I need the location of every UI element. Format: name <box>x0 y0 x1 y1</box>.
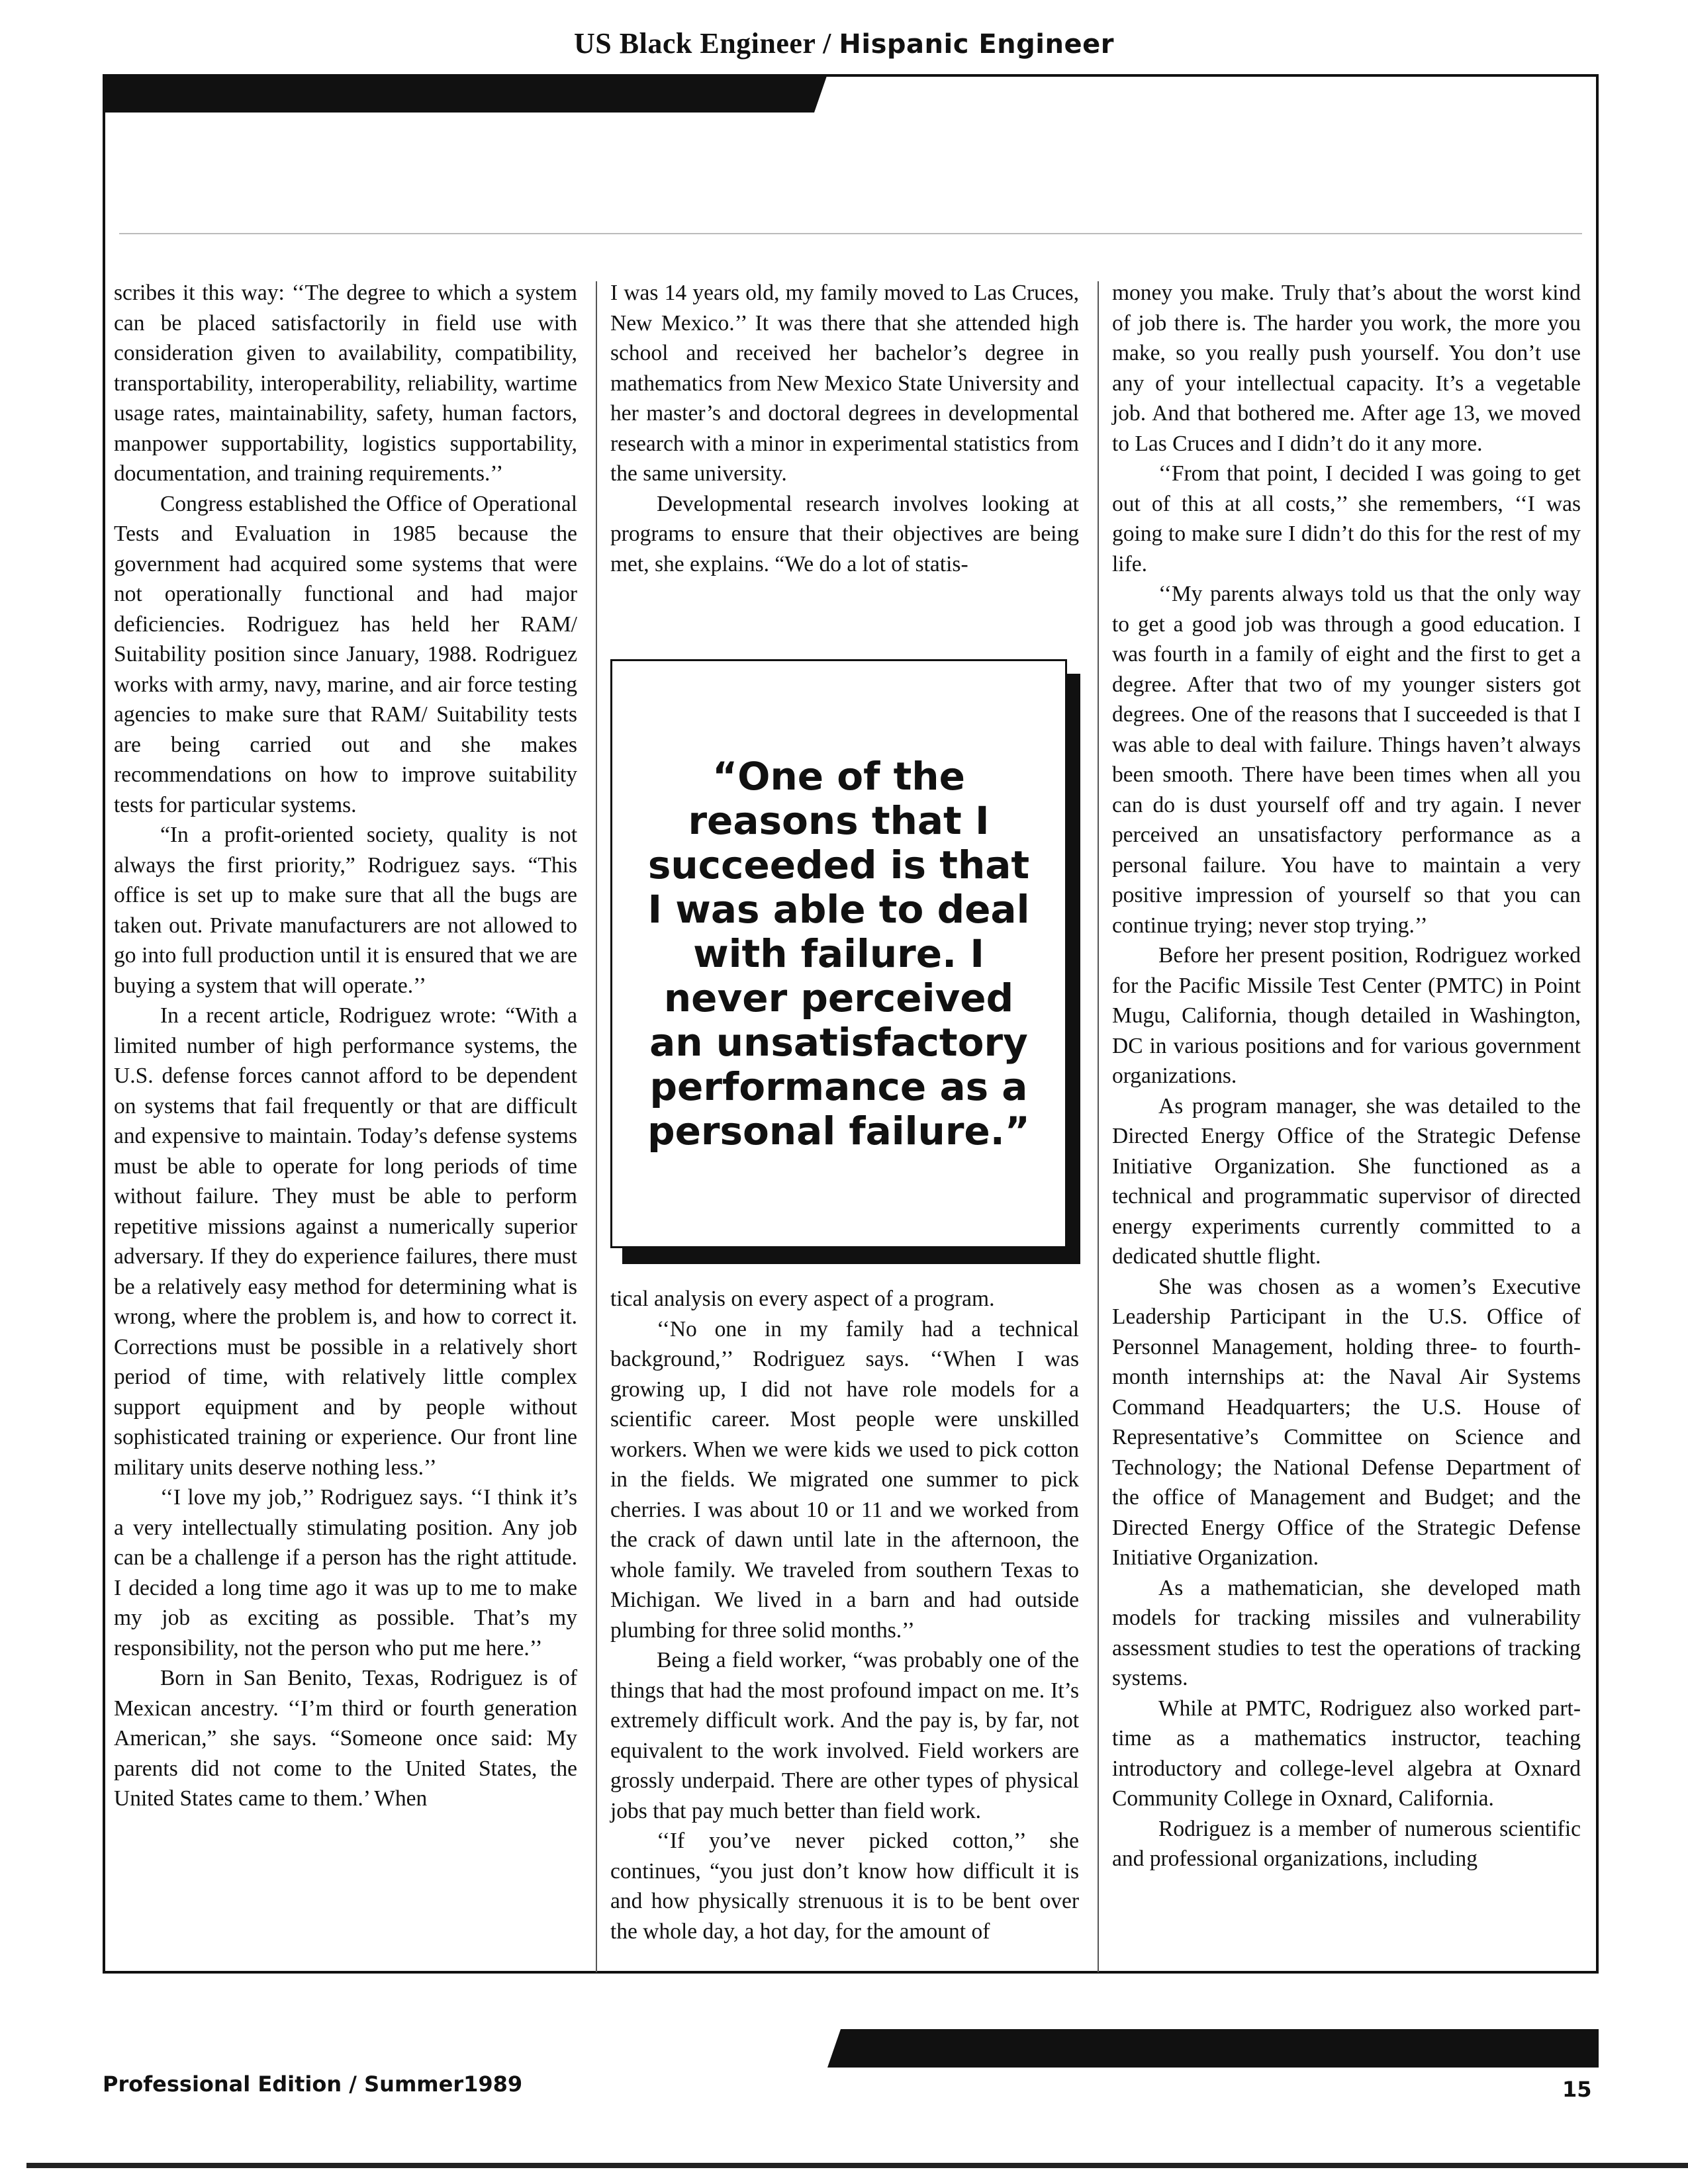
paragraph: Developmental research involves looking at programs to ensure that their objectives are being met, she explains. “We do a lot of statis- <box>610 491 1079 576</box>
paragraph: While at PMTC, Rodriguez also worked part-time as a mathematics instructor, teaching introductory and college-level algebra at Oxnard Community College in Oxnard, California. <box>1112 1696 1581 1811</box>
article-column-2-top <box>610 278 1079 579</box>
masthead-publication-left: US Black Engineer / <box>574 27 831 60</box>
paragraph: ‘‘From that point, I decided I was going to get out of this at all costs,’’ she remembers, ‘‘I was going to make sure I didn’t do this for the rest of my life. <box>1112 461 1581 576</box>
paragraph: I was 14 years old, my family moved to Las Cruces, New Mexico.’’ It was there that she attended high school and received her bachelor’s degree in mathematics from New Mexico State University and her master’s and doctoral degrees in developmental research with a minor in experimental statistics from the same university. <box>610 281 1079 486</box>
column-rule-2 <box>1098 281 1099 1972</box>
paragraph: She was chosen as a women’s Executive Leadership Participant in the U.S. Office of Personnel Management, holding three- to fourth-month internships at: the Naval Air Systems Command Headquarters; the U.S. House of Representative’s Committee on Science and Technology; the National Defense Department of the office of Management and Budget; and the Directed Energy Office of the Strategic Defense Initiative Organization. <box>1112 1274 1581 1570</box>
paragraph: scribes it this way: ‘‘The degree to which a system can be placed satisfactorily in field use with consideration given to availability, compatibility, transportability, interoperability, reliability, wartime usage rates, maintainability, safety, human factors, manpower supportability, logistics supportability, documentation, and training requirements.’’ <box>114 281 577 486</box>
paragraph: ‘‘My parents always told us that the only way to get a good job was through a good education. I was fourth in a family of eight and the first to get a degree. After that two of my younger sisters got degrees. One of the reasons that I succeeded is that I was able to deal with failure. Things haven’t always been smooth. There have been times when all you can do is dust yourself off and try again. I never perceived an unsatisfactory performance as a personal failure. You have to maintain a very positive impression of yourself so that you can continue trying; never stop trying.’’ <box>1112 582 1581 938</box>
article-column-2-bottom <box>610 1284 1079 1946</box>
article-column-1 <box>114 278 577 1814</box>
pull-quote-box <box>610 659 1067 1248</box>
paragraph: ‘‘No one in my family had a technical background,’’ Rodriguez says. ‘‘When I was growing up, I did not have role models for a scientific career. Most people were unskilled workers. When we were kids we used to pick cotton in the fields. We migrated one summer to pick cherries. I was about 10 or 11 and we worked from the crack of dawn until late in the afternoon, the whole family. We traveled from southern Texas to Michigan. We lived in a barn and had outside plumbing for three solid months.’’ <box>610 1316 1079 1643</box>
header-divider <box>119 233 1582 234</box>
bottom-decorative-band <box>103 2029 1599 2068</box>
page-bottom-edge <box>26 2163 1688 2168</box>
paragraph: Before her present position, Rodriguez worked for the Pacific Missile Test Center (PMTC) in Point Mugu, California, though detailed in Washington, DC in various positions and for various government organizations. <box>1112 943 1581 1088</box>
paragraph: Being a field worker, “was probably one of the things that had the most profound impact on me. It’s extremely difficult work. And the pay is, by far, not equivalent to the work involved. Field workers are grossly underpaid. There are other types of physical jobs that pay much better than field work. <box>610 1648 1079 1823</box>
paragraph: ‘‘If you’ve never picked cotton,’’ she continues, “you just don’t know how difficult it is and how physically strenuous it is to be bent over the whole day, a hot day, for the amount of <box>610 1829 1079 1944</box>
footer-edition: Professional Edition / Summer1989 <box>103 2071 523 2097</box>
paragraph: Congress established the Office of Operational Tests and Evaluation in 1985 because the government had acquired some systems that were not operationally functional and had major deficiencies. Rodriguez has held her RAM/ Suitability position since January, 1988. Rodriguez works with army, navy, marine, and air force testing agencies to make sure that RAM/ Suitability tests are being carried out and she makes recommendations on how to improve suitability tests for particular systems. <box>114 491 577 817</box>
paragraph: As a mathematician, she developed math models for tracking missiles and vulnerability assessment studies to test the operations of tracking systems. <box>1112 1575 1581 1690</box>
column-rule-1 <box>596 281 597 1972</box>
pull-quote-text: “One of the reasons that I succeeded is that I was able to deal with failure. I never perceived an unsatisfactory performance as a personal failure.” <box>647 753 1030 1154</box>
paragraph: “In a profit-oriented society, quality is not always the first priority,” Rodriguez says. “This office is set up to make sure that all the bugs are taken out. Private manufacturers are not allowed to go into full production until it is ensured that we are buying a system that will operate.’’ <box>114 823 577 998</box>
page-number: 15 <box>1562 2077 1592 2102</box>
paragraph: As program manager, she was detailed to the Directed Energy Office of the Strategic Defense Initiative Organization. She functioned as a technical and programmatic supervisor of directed energy experiments currently committed to a dedicated shuttle flight. <box>1112 1093 1581 1269</box>
paragraph: ‘‘I love my job,’’ Rodriguez says. ‘‘I think it’s a very intellectually stimulating position. Any job can be a challenge if a person has the right attitude. I decided a long time ago it was up to me to make my job as exciting as possible. That’s my responsibility, not the person who put me here.’’ <box>114 1485 577 1661</box>
masthead-publication-right: Hispanic Engineer <box>839 29 1114 60</box>
paragraph: Rodriguez is a member of numerous scientific and professional organizations, including <box>1112 1816 1581 1871</box>
paragraph: Born in San Benito, Texas, Rodriguez is of Mexican ancestry. ‘‘I’m third or fourth generation American,” she says. “Someone once said: My parents did not come to the United States, the United States came to them.’ When <box>114 1666 577 1811</box>
paragraph: tical analysis on every aspect of a program. <box>610 1287 995 1311</box>
article-column-3 <box>1112 278 1581 1874</box>
top-decorative-band <box>103 74 1599 113</box>
paragraph: money you make. Truly that’s about the worst kind of job there is. The harder you work, the more you make, so you really push yourself. You don’t use any of your intellectual capacity. It’s a vegetable job. And that bothered me. After age 13, we moved to Las Cruces and I didn’t do it any more. <box>1112 281 1581 456</box>
paragraph: In a recent article, Rodriguez wrote: “With a limited number of high performance systems, the U.S. defense forces cannot afford to be dependent on systems that fail frequently or that are difficult and expensive to maintain. Today’s defense systems must be able to operate for long periods of time without failure. They must be able to perform repetitive missions against a numerically superior adversary. If they do experience failures, there must be a relatively easy method for determining what is wrong, where the problem is, and how to correct it. Corrections must be possible in a relatively short period of time, with relatively little complex support equipment and by people without sophisticated training or experience. Our front line military units deserve nothing less.’’ <box>114 1003 577 1480</box>
masthead <box>0 26 1688 60</box>
